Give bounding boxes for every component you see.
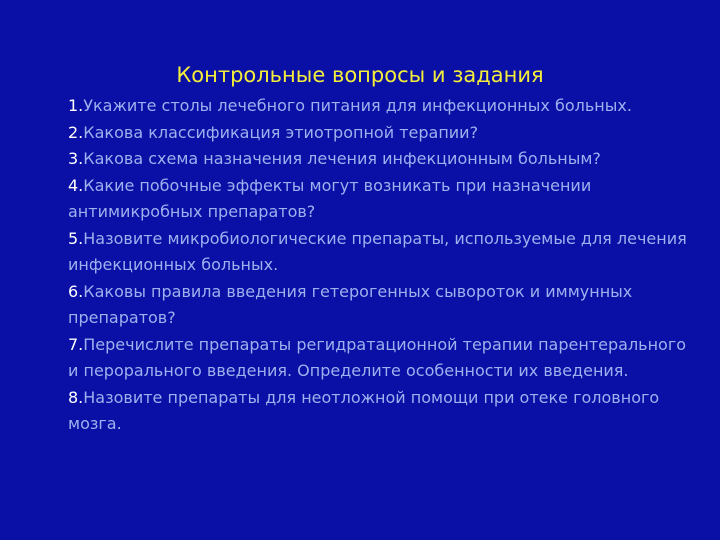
question-item [68, 120, 688, 147]
question-text: Назовите препараты для неотложной помощи при отеке головного мозга. [68, 387, 660, 433]
question-number: 4. [68, 175, 84, 195]
question-item [68, 173, 688, 226]
question-item [68, 332, 688, 385]
question-text: Какие побочные эффекты могут возникать при назначении антимикробных препаратов? [68, 175, 592, 221]
question-text: Укажите столы лечебного питания для инфекционных больных. [83, 96, 632, 115]
question-number: 2. [68, 122, 84, 142]
question-item [68, 226, 688, 279]
question-item [68, 385, 688, 438]
question-number: 1. [68, 96, 84, 115]
question-number: 6. [68, 281, 84, 301]
question-text: Какова классификация этиотропной терапии? [83, 122, 479, 142]
question-item [68, 93, 688, 120]
question-number: 7. [68, 334, 84, 354]
question-list [68, 93, 688, 438]
slide-title: Контрольные вопросы и задания [176, 63, 544, 87]
question-item [68, 146, 688, 173]
question-text: Какова схема назначения лечения инфекционным больным? [83, 149, 601, 168]
question-number: 5. [68, 228, 84, 248]
question-text: Перечислите препараты регидратационной терапии парентерального и перорального введения. Определите особенности их введения. [68, 334, 687, 380]
question-number: 3. [68, 149, 84, 168]
question-number: 8. [68, 387, 84, 407]
question-text: Каковы правила введения гетерогенных сывороток и иммунных препаратов? [68, 281, 633, 327]
question-text: Назовите микробиологические препараты, используемые для лечения инфекционных больных. [68, 228, 687, 274]
question-item [68, 279, 688, 332]
